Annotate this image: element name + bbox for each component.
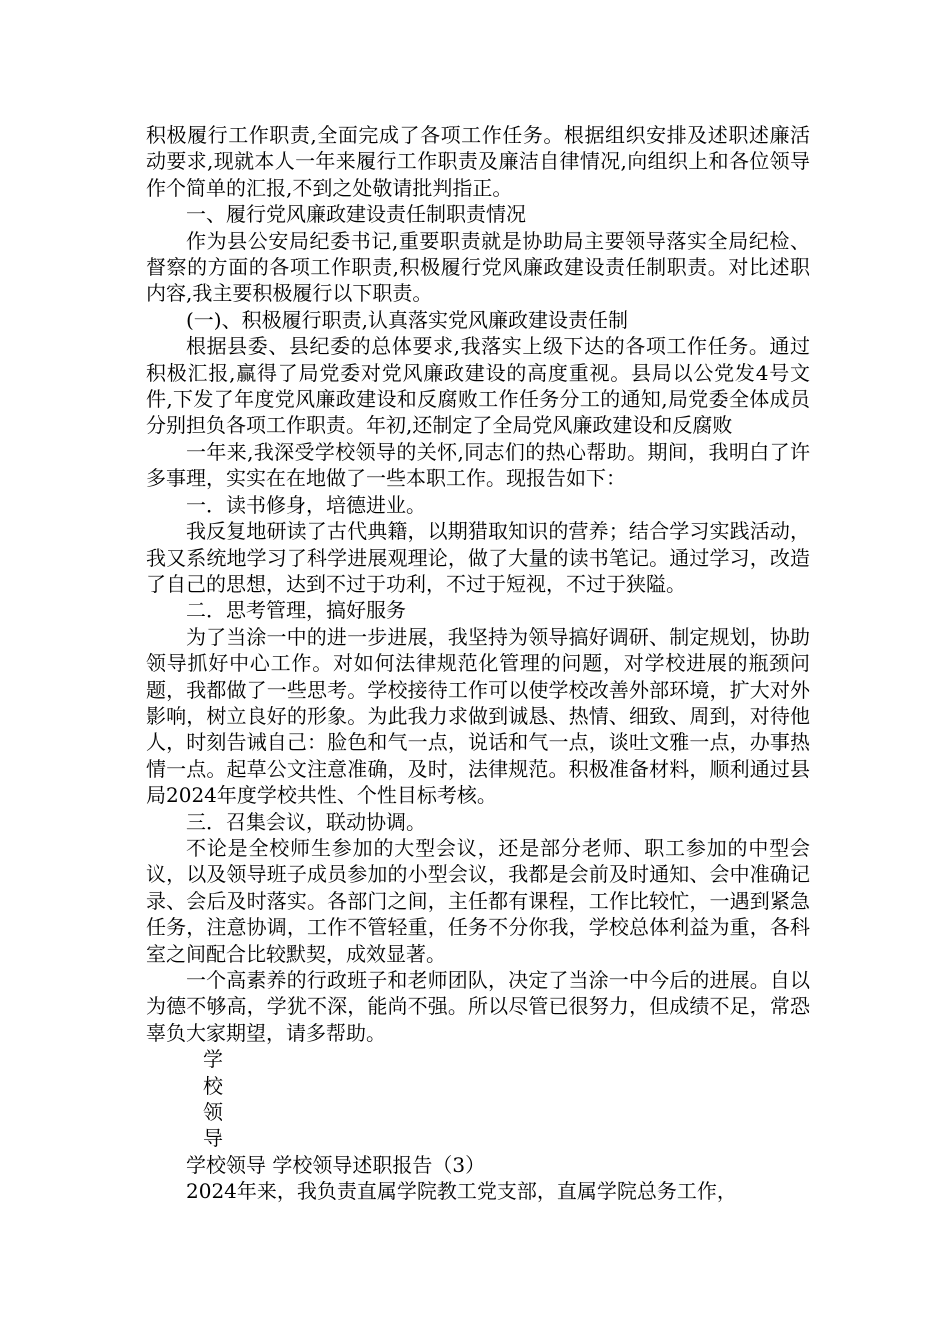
paragraph: 二．思考管理，搞好服务 [186,598,406,623]
closing-paragraphs [146,1152,810,1205]
vertical-heading [203,1046,225,1152]
vertical-char: 领 [203,1100,223,1125]
paragraph: 为了当涂一中的进一步进展，我坚持为领导搞好调研、制定规划，协助领导抓好中心工作。对如何法律规范化管理的问题，对学校进展的瓶颈问题，我都做了一些思考。学校接待工作可以使学校改善外部环境，扩大对外影响，树立良好的形象。为此我力求做到诚恳、热情、细致、周到，对待他人，时刻告诫自己：脸色和气一点，说话和气一点，谈吐文雅一点，办事热情一点。起草公文注意准确，及时，法律规范。积极准备材料，顺利通过县局2024年度学校共性、个性目标考核。 [146,624,810,808]
paragraph: 根据县委、县纪委的总体要求,我落实上级下达的各项工作任务。通过积极汇报,赢得了局党委对党风廉政建设的高度重视。县局以公党发4号文件,下发了年度党风廉政建设和反腐败工作任务分工的通知,局党委全体成员分别担负各项工作职责。年初,还制定了全局党风廉政建设和反腐败 [146,334,810,438]
paragraph: 一个高素养的行政班子和老师团队，决定了当涂一中今后的进展。自以为德不够高，学犹不深，能尚不强。所以尽管已很努力，但成绩不足，常恐辜负大家期望，请多帮助。 [146,968,810,1045]
paragraph: 作为县公安局纪委书记,重要职责就是协助局主要领导落实全局纪检、督察的方面的各项工作职责,积极履行党风廉政建设责任制职责。对比述职内容,我主要积极履行以下职责。 [146,228,810,306]
paragraph: 一．读书修身，培德进业。 [186,492,426,517]
paragraph: 一年来,我深受学校领导的关怀,同志们的热心帮助。期间，我明白了许多事理，实实在在地做了一些本职工作。现报告如下： [146,439,810,491]
paragraph: 三．召集会议，联动协调。 [186,809,426,834]
paragraph: 一、履行党风廉政建设责任制职责情况 [186,202,526,227]
paragraph: (一)、积极履行职责,认真落实党风廉政建设责任制 [186,307,628,332]
vertical-char: 校 [203,1073,223,1098]
paragraph-list [146,122,810,1046]
paragraph: 积极履行工作职责,全面完成了各项工作任务。根据组织安排及述职述廉活动要求,现就本人一年来履行工作职责及廉洁自律情况,向组织上和各位领导作个简单的汇报,不到之处敬请批判指正。 [146,123,810,200]
document-body [146,122,810,1205]
paragraph: 我反复地研读了古代典籍，以期猎取知识的营养；结合学习实践活动，我又系统地学习了科学进展观理论，做了大量的读书笔记。通过学习，改造了自己的思想，达到不过于功利，不过于短视，不过于狭隘。 [146,519,810,596]
vertical-char: 导 [203,1126,223,1151]
paragraph: 不论是全校师生参加的大型会议，还是部分老师、职工参加的中型会议，以及领导班子成员参加的小型会议，我都是会前及时通知、会中准确记录、会后及时落实。各部门之间，主任都有课程，工作比较忙，一遇到紧急任务，注意协调，工作不管轻重，任务不分你我，学校总体利益为重，各科室之间配合比较默契，成效显著。 [146,835,810,966]
vertical-char: 学 [203,1047,223,1072]
paragraph: 学校领导 学校领导述职报告（3） [186,1152,486,1177]
paragraph: 2024年来，我负责直属学院教工党支部，直属学院总务工作， [186,1179,737,1204]
